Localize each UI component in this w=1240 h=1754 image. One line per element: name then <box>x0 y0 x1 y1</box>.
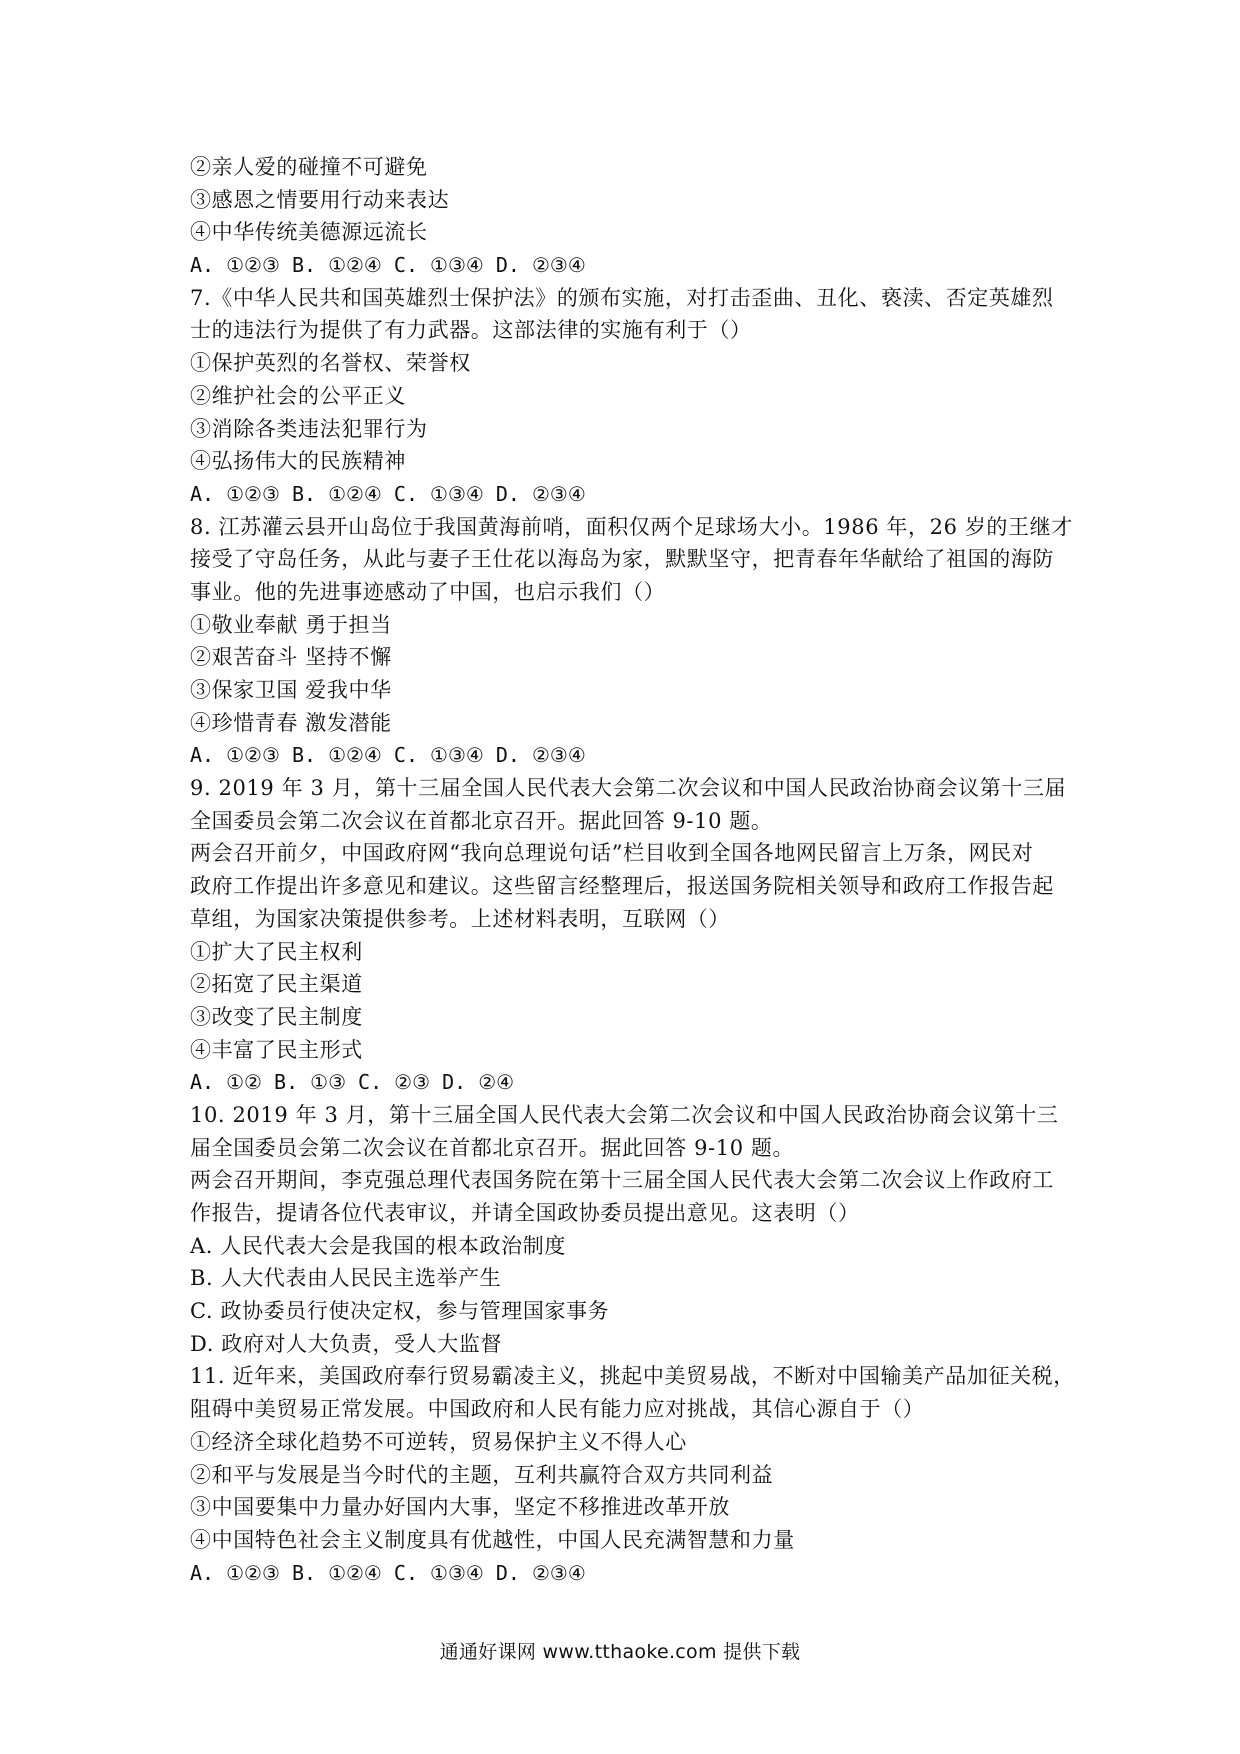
text-line: 士的违法行为提供了有力武器。这部法律的实施有利于（） <box>190 318 752 343</box>
text-line: ④珍惜青春 激发潜能 <box>190 710 392 735</box>
text-line: 事业。他的先进事迹感动了中国，也启示我们（） <box>190 579 666 604</box>
question-9-text: 9. 2019 年 3 月，第十三届全国人民代表大会第二次会议和中国人民政治协商会议第十三届 <box>190 776 1067 801</box>
text-line: ①经济全球化趋势不可逆转，贸易保护主义不得人心 <box>190 1429 687 1454</box>
text-line: ①敬业奉献 勇于担当 <box>190 612 392 637</box>
text-line: 阻碍中美贸易正常发展。中国政府和人民有能力应对挑战，其信心源自于（） <box>190 1397 925 1422</box>
text-line: 全国委员会第二次会议在首都北京召开。据此回答 9-10 题。 <box>190 808 773 833</box>
answer-options: A. ①② B. ①③ C. ②③ D. ②④ <box>190 1070 515 1095</box>
text-line: ②拓宽了民主渠道 <box>190 972 363 997</box>
text-line: ①扩大了民主权利 <box>190 939 363 964</box>
text-line: ③感恩之情要用行动来表达 <box>190 187 450 212</box>
text-line: ④丰富了民主形式 <box>190 1037 363 1062</box>
answer-option-c: C. 政协委员行使决定权，参与管理国家事务 <box>190 1299 610 1324</box>
text-line: ②维护社会的公平正义 <box>190 383 406 408</box>
text-line: 作报告，提请各位代表审议，并请全国政协委员提出意见。这表明（） <box>190 1201 860 1225</box>
text-line: ②艰苦奋斗 坚持不懈 <box>190 645 392 670</box>
text-line: ④中华传统美德源远流长 <box>190 220 428 245</box>
answer-options: A. ①②③ B. ①②④ C. ①③④ D. ②③④ <box>190 481 586 506</box>
text-line: ②亲人爱的碰撞不可避免 <box>190 155 428 179</box>
text-line: 两会召开期间，李克强总理代表国务院在第十三届全国人民代表大会第二次会议上作政府工 <box>190 1168 1054 1193</box>
text-line: 两会召开前夕，中国政府网“我向总理说句话”栏目收到全国各地网民留言上万条，网民对 <box>190 841 1034 866</box>
answer-options: A. ①②③ B. ①②④ C. ①③④ D. ②③④ <box>190 253 586 278</box>
text-line: ③中国要集中力量办好国内大事，坚定不移推进改革开放 <box>190 1495 730 1520</box>
question-8-text: 8. 江苏灌云县开山岛位于我国黄海前哨，面积仅两个足球场大小。1986 年，26 岁的王继才 <box>190 514 1073 539</box>
answer-option-b: B. 人大代表由人民民主选举产生 <box>190 1266 502 1291</box>
text-line: 草组，为国家决策提供参考。上述材料表明，互联网（） <box>190 906 730 931</box>
question-10-text: 10. 2019 年 3 月，第十三届全国人民代表大会第二次会议和中国人民政治协商会议第十三 <box>190 1102 1059 1127</box>
text-line: ③保家卫国 爱我中华 <box>190 678 392 702</box>
text-line: 接受了守岛任务，从此与妻子王仕花以海岛为家，默默坚守，把青春年华献给了祖国的海防 <box>190 547 1054 572</box>
answer-option-a: A. 人民代表大会是我国的根本政治制度 <box>190 1233 566 1258</box>
text-line: 政府工作提出许多意见和建议。这些留言经整理后，报送国务院相关领导和政府工作报告起 <box>190 874 1054 899</box>
question-11-text: 11. 近年来，美国政府奉行贸易霸凌主义，挑起中美贸易战，不断对中国输美产品加征关税， <box>190 1364 1075 1389</box>
text-line: 届全国委员会第二次会议在首都北京召开。据此回答 9-10 题。 <box>190 1135 795 1160</box>
answer-option-d: D. 政府对人大负责，受人大监督 <box>190 1331 503 1356</box>
answer-options: A. ①②③ B. ①②④ C. ①③④ D. ②③④ <box>190 1560 586 1585</box>
question-7-text: 7.《中华人民共和国英雄烈士保护法》的颁布实施，对打击歪曲、丑化、亵渎、否定英雄烈 <box>190 285 1054 310</box>
answer-options: A. ①②③ B. ①②④ C. ①③④ D. ②③④ <box>190 743 586 768</box>
text-line: ③消除各类违法犯罪行为 <box>190 416 428 441</box>
text-line: ③改变了民主制度 <box>190 1004 363 1029</box>
text-line: ④弘扬伟大的民族精神 <box>190 449 406 474</box>
text-line: ②和平与发展是当今时代的主题，互利共赢符合双方共同利益 <box>190 1462 774 1487</box>
page-footer: 通通好课网 www.tthaoke.com 提供下载 <box>439 1641 801 1663</box>
text-line: ④中国特色社会主义制度具有优越性，中国人民充满智慧和力量 <box>190 1527 795 1552</box>
text-line: ①保护英烈的名誉权、荣誉权 <box>190 351 471 376</box>
question-text-block <box>190 151 1075 1589</box>
